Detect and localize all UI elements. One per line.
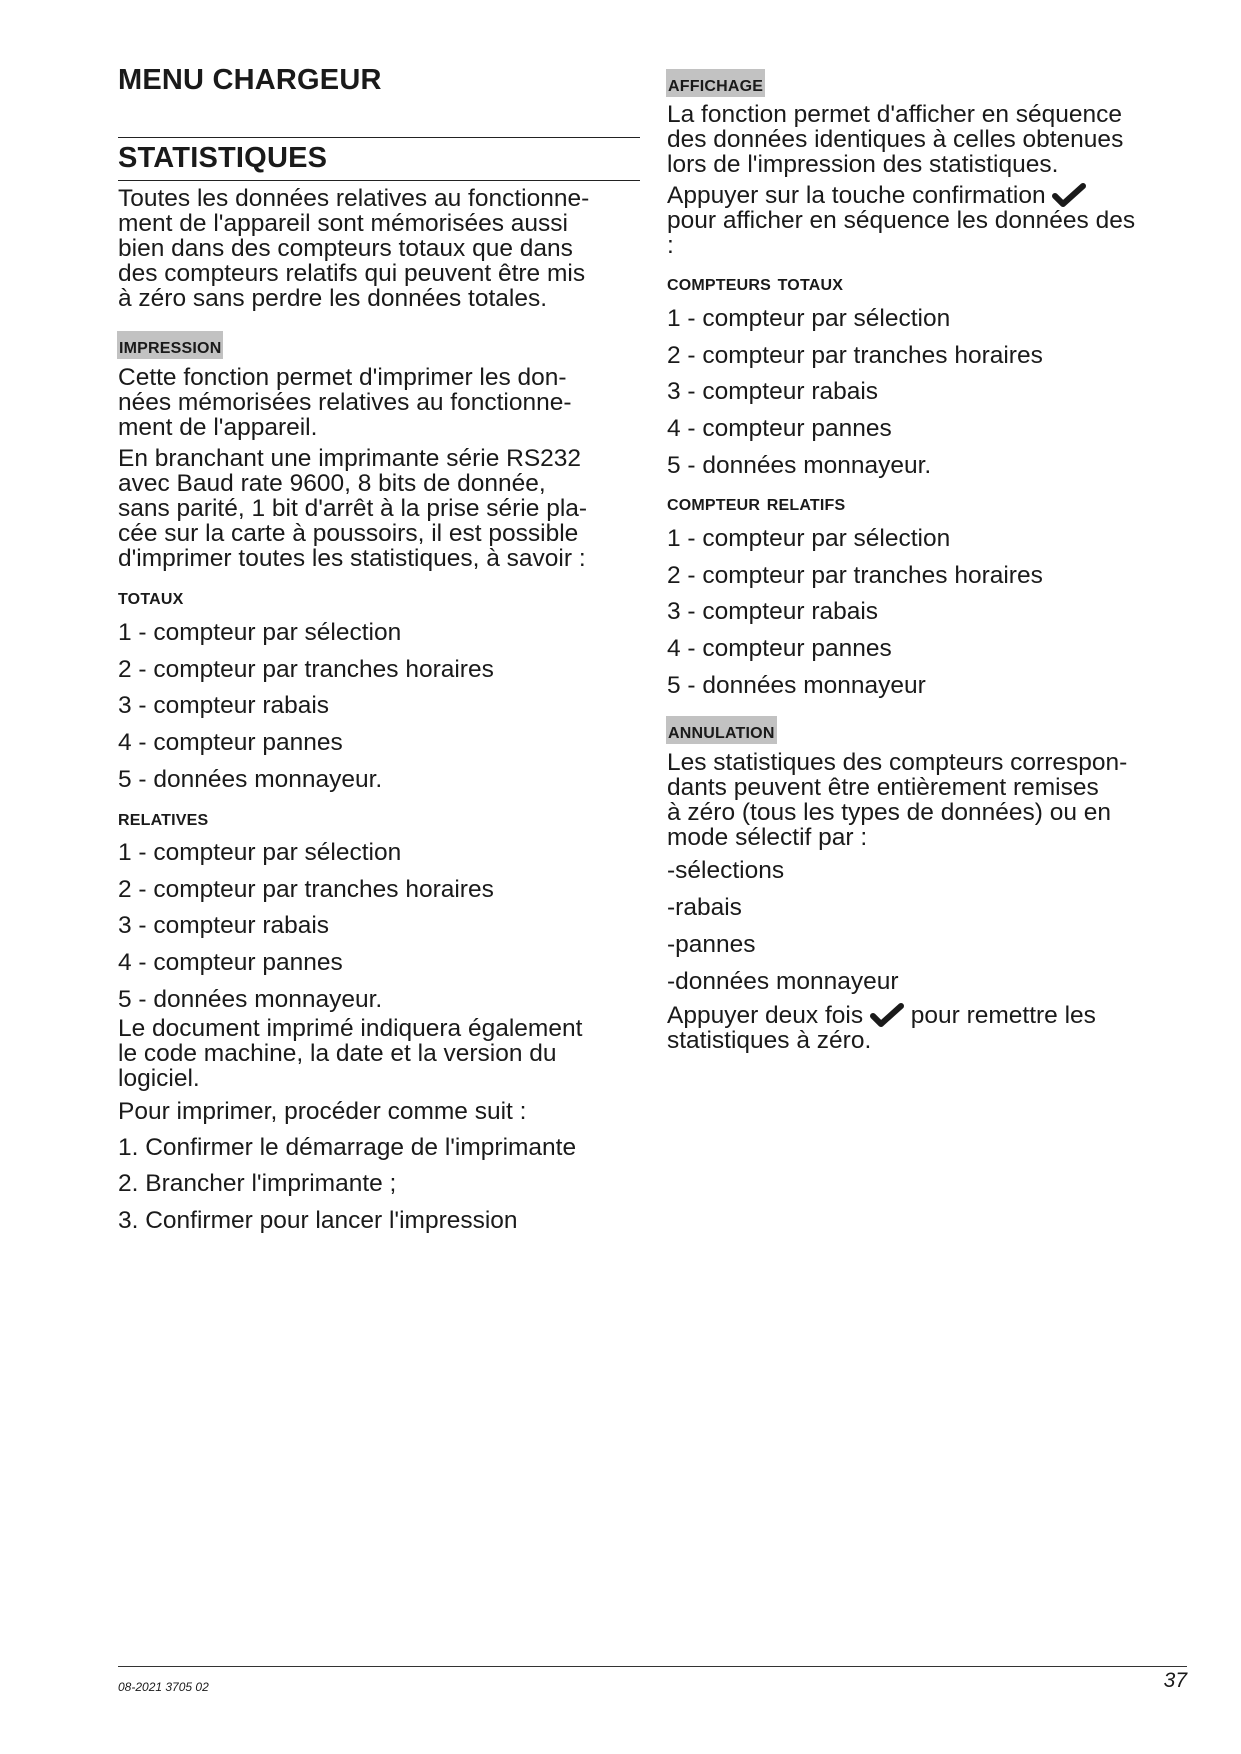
- annulation-paragraph: Les statistiques des compteurs correspon- dants peuvent être entièrement remises à zéro (tous les types de données) ou en mode sélectif par :: [667, 749, 1128, 851]
- list-item: 3 - compteur rabais: [667, 598, 879, 625]
- affichage-paragraph-1: La fonction permet d'afficher en séquence des données identiques à celles obtenues lors de l'impression des statistiques.: [667, 101, 1124, 178]
- totaux-heading: totaux: [118, 583, 184, 609]
- page-number: 37: [1163, 1669, 1187, 1692]
- list-item: 2 - compteur par tranches horaires: [667, 562, 1043, 589]
- intro-paragraph: Toutes les données relatives au fonctionne- ment de l'appareil sont mémorisées aussi bien dans des compteurs totaux que dans des compteurs relatifs qui peuvent être mis à zéro sans perdre les données totales.: [118, 185, 590, 312]
- list-item: 4 - compteur pannes: [667, 635, 892, 662]
- list-item: 2 - compteur par tranches horaires: [118, 656, 494, 683]
- step-item: 3. Confirmer pour lancer l'impression: [118, 1207, 518, 1234]
- list-item: 3 - compteur rabais: [118, 692, 330, 719]
- section-rule-bottom: [118, 180, 640, 181]
- page-title: MENU CHARGEUR: [118, 64, 382, 96]
- list-item: 4 - compteur pannes: [118, 949, 343, 976]
- section-rule-top: [118, 137, 640, 138]
- list-item: 5 - données monnayeur: [667, 672, 926, 699]
- list-item: 1 - compteur par sélection: [667, 305, 951, 332]
- list-item: -pannes: [667, 931, 756, 958]
- procedure-intro: Pour imprimer, procéder comme suit :: [118, 1098, 527, 1125]
- section-title: STATISTIQUES: [118, 142, 328, 174]
- step-item: 1. Confirmer le démarrage de l'imprimante: [118, 1134, 577, 1161]
- checkmark-icon: [870, 1003, 904, 1027]
- list-item: -sélections: [667, 857, 785, 884]
- checkmark-icon: [1052, 183, 1086, 207]
- list-item: 1 - compteur par sélection: [667, 525, 951, 552]
- impression-paragraph-2: En branchant une imprimante série RS232 avec Baud rate 9600, 8 bits de donnée, sans parité, 1 bit d'arrêt à la prise série pla- cée sur la carte à poussoirs, il est possible d'imprimer toutes les statistiques, à savoir :: [118, 445, 588, 572]
- list-item: -rabais: [667, 894, 742, 921]
- affichage-heading: affichage: [668, 70, 764, 96]
- compteurs-totaux-heading: compteurs totaux: [667, 269, 844, 295]
- annulation-final-paragraph: Appuyer deux fois pour remettre les statistiques à zéro.: [667, 1002, 1096, 1054]
- list-item: 4 - compteur pannes: [118, 729, 343, 756]
- impression-paragraph-1: Cette fonction permet d'imprimer les don- nées mémorisées relatives au fonctionne- ment de l'appareil.: [118, 364, 572, 441]
- list-item: -données monnayeur: [667, 968, 899, 995]
- list-item: 2 - compteur par tranches horaires: [667, 342, 1043, 369]
- list-item: 5 - données monnayeur.: [118, 766, 383, 793]
- footer-doc-code: 08-2021 3705 02: [118, 1680, 209, 1694]
- list-item: 2 - compteur par tranches horaires: [118, 876, 494, 903]
- footer-rule: [118, 1666, 1187, 1667]
- list-item: 1 - compteur par sélection: [118, 619, 402, 646]
- list-item: 4 - compteur pannes: [667, 415, 892, 442]
- impression-heading: impression: [119, 332, 222, 358]
- step-item: 2. Brancher l'imprimante ;: [118, 1170, 397, 1197]
- list-item: 1 - compteur par sélection: [118, 839, 402, 866]
- document-paragraph: Le document imprimé indiquera également le code machine, la date et la version du logiciel.: [118, 1015, 583, 1092]
- relatives-heading: relatives: [118, 804, 209, 830]
- list-item: 5 - données monnayeur.: [667, 452, 932, 479]
- affichage-paragraph-2: Appuyer sur la touche confirmation pour afficher en séquence les données des :: [667, 182, 1136, 259]
- compteur-relatifs-heading: compteur relatifs: [667, 489, 846, 515]
- list-item: 5 - données monnayeur.: [118, 986, 383, 1013]
- list-item: 3 - compteur rabais: [667, 378, 879, 405]
- list-item: 3 - compteur rabais: [118, 912, 330, 939]
- annulation-heading: annulation: [668, 717, 775, 743]
